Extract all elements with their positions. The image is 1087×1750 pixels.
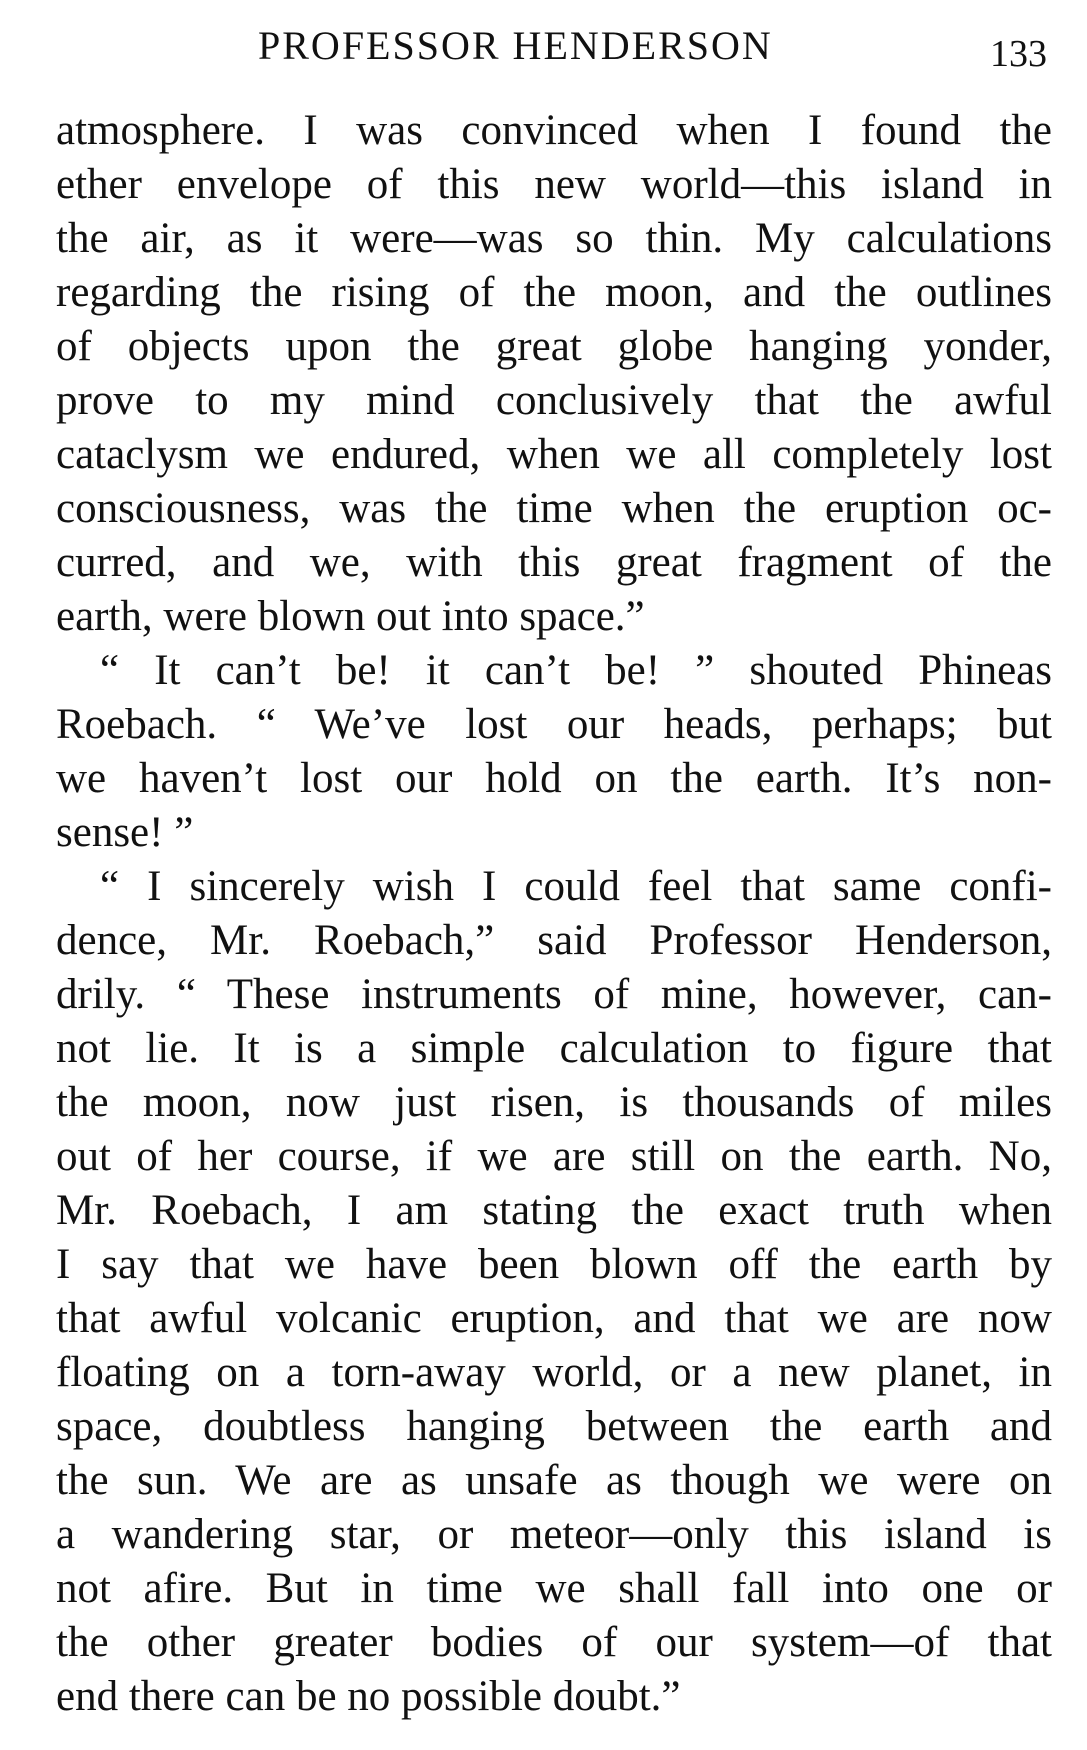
text-line: the sun. We are as unsafe as though we were on [56, 1457, 1052, 1504]
text-line: dence, Mr. Roebach,” said Professor Henderson, [56, 917, 1052, 964]
text-line: that awful volcanic eruption, and that we are now [56, 1295, 1052, 1342]
text-line: earth, were blown out into space.” [56, 593, 645, 640]
text-line: Mr. Roebach, I am stating the exact truth when [56, 1187, 1052, 1234]
text-line: ether envelope of this new world—this island in [56, 161, 1052, 208]
page-number: 133 [990, 33, 1047, 75]
running-head [0, 18, 1087, 78]
text-line: atmosphere. I was convinced when I found the [56, 107, 1052, 154]
text-line: “ It can’t be! it can’t be! ” shouted Phineas [100, 647, 1052, 694]
text-line: regarding the rising of the moon, and the outlines [56, 269, 1052, 316]
text-line: drily. “ These instruments of mine, however, can- [56, 971, 1052, 1018]
text-line: the moon, now just risen, is thousands of miles [56, 1079, 1052, 1126]
text-line: floating on a torn-away world, or a new planet, in [56, 1349, 1052, 1396]
text-line: out of her course, if we are still on the earth. No, [56, 1133, 1052, 1180]
text-line: space, doubtless hanging between the earth and [56, 1403, 1052, 1450]
text-line: we haven’t lost our hold on the earth. It’s non- [56, 755, 1052, 802]
text-line: curred, and we, with this great fragment of the [56, 539, 1052, 586]
text-line: sense! ” [56, 809, 194, 856]
text-line: not lie. It is a simple calculation to figure that [56, 1025, 1052, 1072]
text-line: the air, as it were—was so thin. My calculations [56, 215, 1052, 262]
text-line: not afire. But in time we shall fall into one or [56, 1565, 1052, 1612]
running-title: PROFESSOR HENDERSON [258, 23, 773, 68]
text-line: cataclysm we endured, when we all completely lost [56, 431, 1052, 478]
body-text [56, 104, 1052, 1724]
text-line: prove to my mind conclusively that the awful [56, 377, 1052, 424]
text-line: consciousness, was the time when the eruption oc- [56, 485, 1052, 532]
text-line: of objects upon the great globe hanging yonder, [56, 323, 1052, 370]
text-line: “ I sincerely wish I could feel that same confi- [100, 863, 1052, 910]
text-line: a wandering star, or meteor—only this island is [56, 1511, 1052, 1558]
text-line: end there can be no possible doubt.” [56, 1673, 681, 1720]
text-line: I say that we have been blown off the earth by [56, 1241, 1052, 1288]
text-line: the other greater bodies of our system—of that [56, 1619, 1052, 1666]
text-line: Roebach. “ We’ve lost our heads, perhaps; but [56, 701, 1052, 748]
